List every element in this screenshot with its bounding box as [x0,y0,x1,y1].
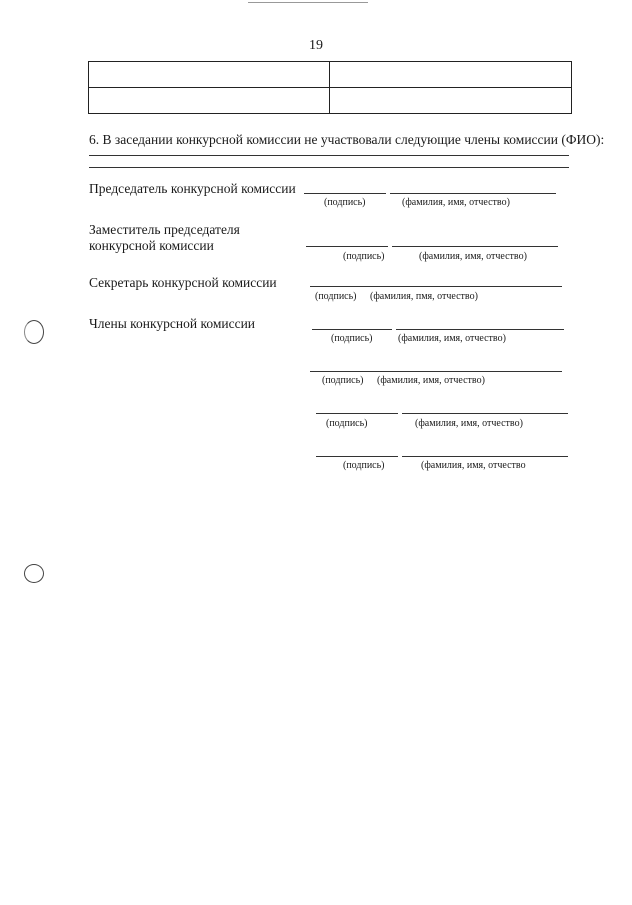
deputy-label-line1: Заместитель председателя [89,222,240,237]
chairman-signature-line [304,193,386,194]
member-signature-line [316,456,398,457]
signature-caption: (подпись) [324,197,366,208]
table-cell [330,62,572,88]
member-signature-line [316,413,398,414]
punch-hole-icon [24,564,44,583]
signature-caption: (подпись) [326,418,368,429]
table-cell [330,88,572,114]
section-6-heading: 6. В заседании конкурсной комиссии не участвовали следующие члены комиссии (ФИО): [89,132,605,147]
secretary-signature-line [310,286,562,287]
name-caption: (фамилия, имя, отчество) [415,418,523,429]
chairman-name-line [390,193,556,194]
name-caption: (фамилия, имя, отчество) [398,333,506,344]
member-name-line [402,413,568,414]
member-name-line [396,329,564,330]
secretary-label: Секретарь конкурсной комиссии [89,275,277,290]
member-signature-line [310,371,562,372]
name-caption: (фамилия, имя, отчество [421,460,526,471]
signature-caption: (подпись) [315,291,357,302]
deputy-signature-line [306,246,388,247]
deputy-name-line [392,246,558,247]
name-caption: (фамилия, пмя, отчество) [370,291,478,302]
chairman-label: Председатель конкурсной комиссии [89,181,296,196]
signature-caption: (подпись) [322,375,364,386]
absent-members-line [89,155,569,156]
top-table [88,61,572,114]
table-row [89,62,572,88]
members-label: Члены конкурсной комиссии [89,316,256,331]
punch-hole-icon [24,320,44,344]
member-name-line [402,456,568,457]
absent-members-line [89,167,569,168]
name-caption: (фамилия, имя, отчество) [419,251,527,262]
table-row [89,88,572,114]
signature-caption: (подпись) [331,333,373,344]
page-number: 19 [309,38,323,53]
table-cell [89,88,330,114]
name-caption: (фамилия, имя, отчество) [402,197,510,208]
signature-caption: (подпись) [343,460,385,471]
top-edge-rule [248,2,368,3]
signature-caption: (подпись) [343,251,385,262]
deputy-label-line2: конкурсной комиссии [89,238,214,253]
name-caption: (фамилия, имя, отчество) [377,375,485,386]
member-signature-line [312,329,392,330]
table-cell [89,62,330,88]
